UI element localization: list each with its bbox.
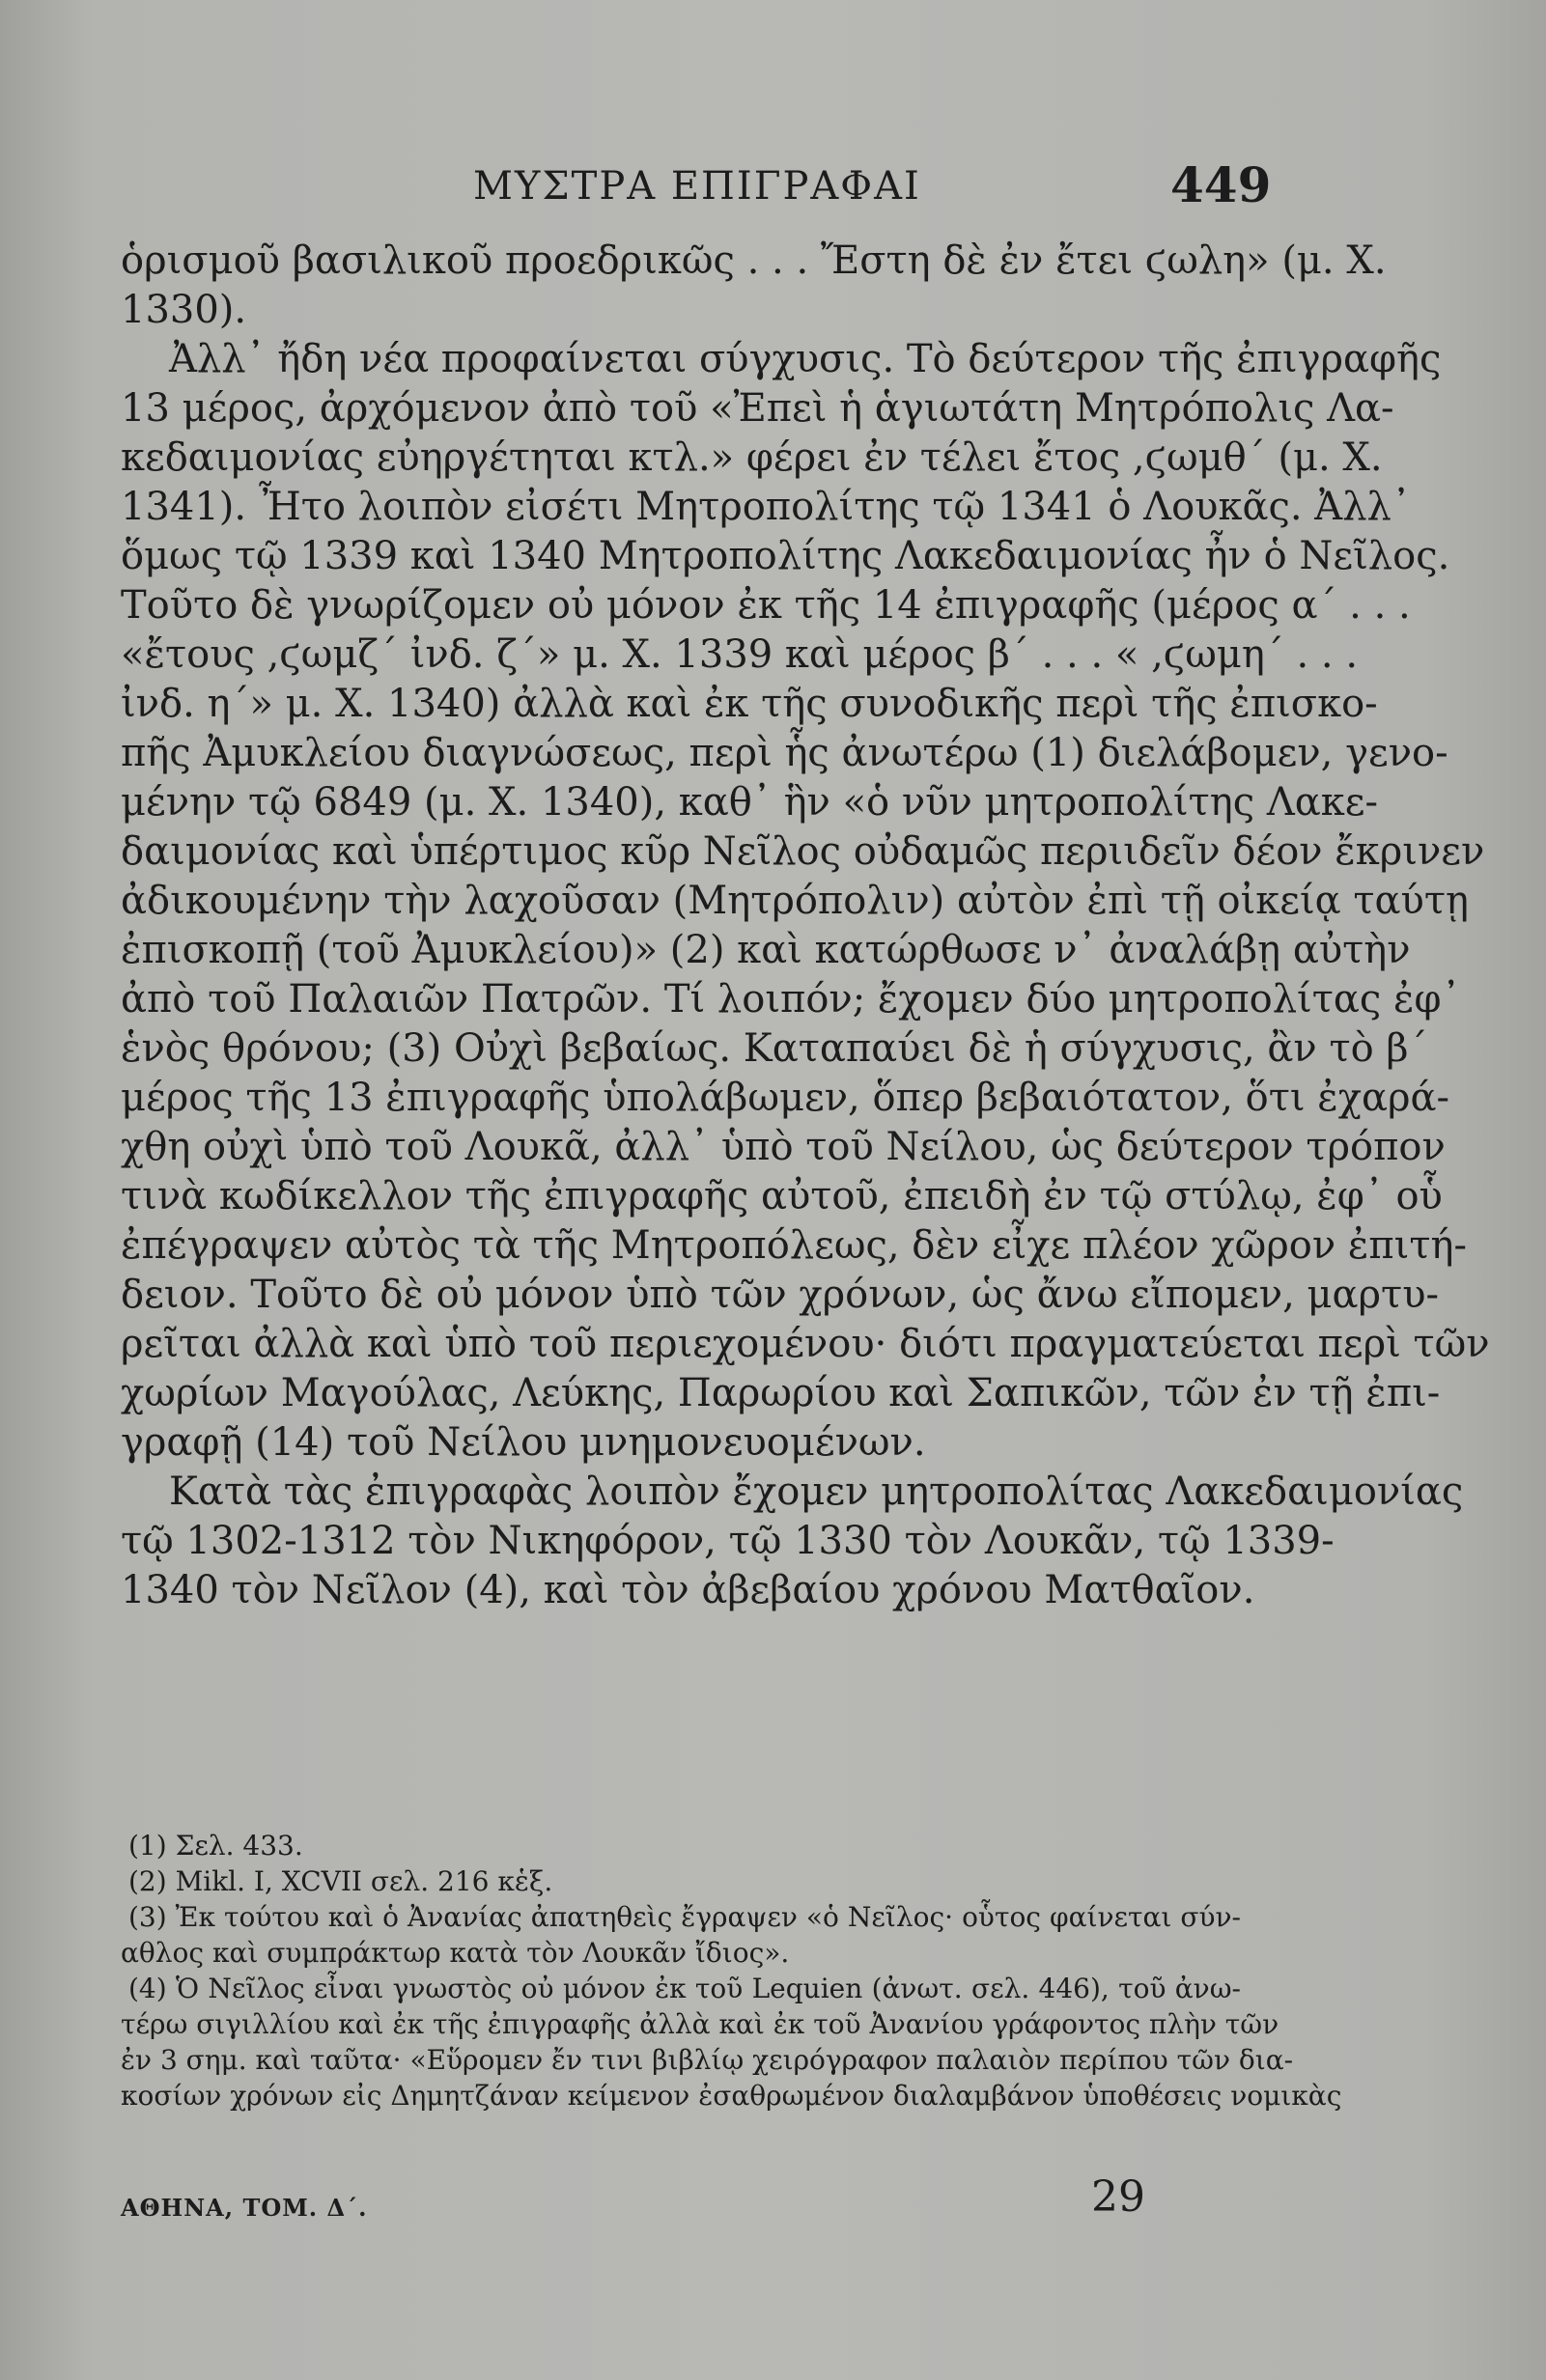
text-line: 13 μέρος, ἀρχόμενον ἀπὸ τοῦ «Ἐπεὶ ἡ ἁγιωτάτη Μητρόπολις Λα- [121, 386, 1394, 431]
footnote-line: (4) Ὁ Νεῖλος εἶναι γνωστὸς οὐ μόνον ἐκ τοῦ Lequien (ἀνωτ. σελ. 446), τοῦ ἀνω- [128, 1973, 1241, 2004]
text-line: πῆς Ἀμυκλείου διαγνώσεως, περὶ ἧς ἀνωτέρω (1) διελάβομεν, γενο- [121, 731, 1448, 775]
text-line: Τοῦτο δὲ γνωρίζομεν οὐ μόνον ἐκ τῆς 14 ἐπιγραφῆς (μέρος α΄ . . . [121, 583, 1411, 628]
text-line: δαιμονίας καὶ ὑπέρτιμος κῦρ Νεῖλος οὐδαμῶς περιιδεῖν δέον ἔκρινεν [121, 829, 1485, 874]
page-footer [121, 2172, 1241, 2230]
page-number: 449 [1170, 156, 1272, 213]
signature-mark: ΑΘΗΝΑ, ΤΟΜ. Δ΄. [121, 2194, 368, 2222]
sheet-number: 29 [1091, 2172, 1145, 2222]
text-line: 1341). Ἦτο λοιπὸν εἰσέτι Μητροπολίτης τῷ 1341 ὁ Λουκᾶς. Ἀλλ᾽ [121, 485, 1411, 529]
footnote-line: (1) Σελ. 433. [128, 1830, 303, 1862]
text-line: 1330). [121, 288, 247, 332]
text-line: ἑνὸς θρόνου; (3) Οὐχὶ βεβαίως. Καταπαύει δὲ ἡ σύγχυσις, ἂν τὸ β΄ [121, 1026, 1428, 1071]
text-line: ὁρισμοῦ βασιλικοῦ προεδρικῶς . . . Ἔστη δὲ ἐν ἔτει ϛωλη» (μ. Χ. [121, 238, 1387, 283]
text-line: ἀπὸ τοῦ Παλαιῶν Πατρῶν. Τί λοιπόν; ἔχομεν δύο μητροπολίτας ἐφ᾽ [121, 977, 1461, 1022]
text-line: «ἔτους ,ϛωμζ΄ ἰνδ. ζ΄» μ. Χ. 1339 καὶ μέρος β΄ . . . « ,ϛωμη΄ . . . [121, 632, 1359, 677]
footnote-line: κοσίων χρόνων εἰς Δημητζάναν κείμενον ἐσαθρωμένον διαλαμβάνον ὑποθέσεις νομικὰς [121, 2080, 1342, 2112]
text-line: ὅμως τῷ 1339 καὶ 1340 Μητροπολίτης Λακεδαιμονίας ἦν ὁ Νεῖλος. [121, 534, 1450, 578]
text-line: ἀδικουμένην τὴν λαχοῦσαν (Μητρόπολιν) αὐτὸν ἐπὶ τῇ οἰκείᾳ ταύτῃ [121, 879, 1469, 923]
text-line: τῷ 1302-1312 τὸν Νικηφόρον, τῷ 1330 τὸν Λουκᾶν, τῷ 1339- [121, 1519, 1335, 1563]
footnote-line: (3) Ἐκ τούτου καὶ ὁ Ἀνανίας ἀπατηθεὶς ἔγραψεν «ὁ Νεῖλος· οὗτος φαίνεται σύν- [128, 1901, 1241, 1933]
text-line: ρεῖται ἀλλὰ καὶ ὑπὸ τοῦ περιεχομένου· διότι πραγματεύεται περὶ τῶν [121, 1322, 1490, 1366]
text-line: ἰνδ. η΄» μ. Χ. 1340) ἀλλὰ καὶ ἐκ τῆς συνοδικῆς περὶ τῆς ἐπισκο- [121, 682, 1378, 726]
text-line: μένην τῷ 6849 (μ. Χ. 1340), καθ᾽ ἣν «ὁ νῦν μητροπολίτης Λακε- [121, 780, 1378, 825]
text-line: κεδαιμονίας εὐηργέτηται κτλ.» φέρει ἐν τέλει ἔτος ,ϛωμθ΄ (μ. Χ. [121, 435, 1383, 480]
body-text [121, 237, 1490, 1615]
text-line: 1340 τὸν Νεῖλον (4), καὶ τὸν ἀβεβαίου χρόνου Ματθαῖον. [121, 1568, 1255, 1612]
footnote-line: (2) Mikl. I, XCVII σελ. 216 κἑξ. [128, 1865, 553, 1897]
text-line: δειον. Τοῦτο δὲ οὐ μόνον ὑπὸ τῶν χρόνων, ὡς ἄνω εἴπομεν, μαρτυ- [121, 1273, 1440, 1317]
text-line: Ἀλλ᾽ ἤδη νέα προφαίνεται σύγχυσις. Τὸ δεύτερον τῆς ἐπιγραφῆς [169, 337, 1442, 381]
text-line: χθη οὐχὶ ὑπὸ τοῦ Λουκᾶ, ἀλλ᾽ ὑπὸ τοῦ Νείλου, ὡς δεύτερον τρόπον [121, 1125, 1446, 1169]
footnote-line: ἐν 3 σημ. καὶ ταῦτα· «Εὕρομεν ἔν τινι βιβλίῳ χειρόγραφον παλαιὸν περίπου τῶν δια- [121, 2044, 1294, 2076]
running-title: ΜΥΣΤΡΑ ΕΠΙΓΡΑΦΑΙ [473, 164, 921, 209]
text-line: χωρίων Μαγούλας, Λεύκης, Παρωρίου καὶ Σαπικῶν, τῶν ἐν τῇ ἐπι- [121, 1371, 1441, 1415]
text-line: τινὰ κωδίκελλον τῆς ἐπιγραφῆς αὐτοῦ, ἐπειδὴ ἐν τῷ στύλῳ, ἐφ᾽ οὗ [121, 1174, 1443, 1218]
page-header [0, 156, 1546, 214]
text-line: ἐπισκοπῇ (τοῦ Ἀμυκλείου)» (2) καὶ κατώρθωσε ν᾽ ἀναλάβῃ αὐτὴν [121, 928, 1411, 972]
text-line: μέρος τῆς 13 ἐπιγραφῆς ὑπολάβωμεν, ὅπερ βεβαιότατον, ὅτι ἐχαρά- [121, 1076, 1450, 1120]
footnote-line: αθλος καὶ συμπράκτωρ κατὰ τὸν Λουκᾶν ἴδιος». [121, 1937, 790, 1969]
footnotes [121, 1828, 1342, 2114]
text-line: ἐπέγραψεν αὐτὸς τὰ τῆς Μητροπόλεως, δὲν εἶχε πλέον χῶρον ἐπιτή- [121, 1223, 1467, 1268]
text-line: γραφῇ (14) τοῦ Νείλου μνημονευομένων. [121, 1420, 926, 1465]
footnote-line: τέρω σιγιλλίου καὶ ἐκ τῆς ἐπιγραφῆς ἀλλὰ καὶ ἐκ τοῦ Ἀνανίου γράφοντος πλὴν τῶν [121, 2008, 1279, 2040]
text-line: Κατὰ τὰς ἐπιγραφὰς λοιπὸν ἔχομεν μητροπολίτας Λακεδαιμονίας [169, 1470, 1464, 1514]
